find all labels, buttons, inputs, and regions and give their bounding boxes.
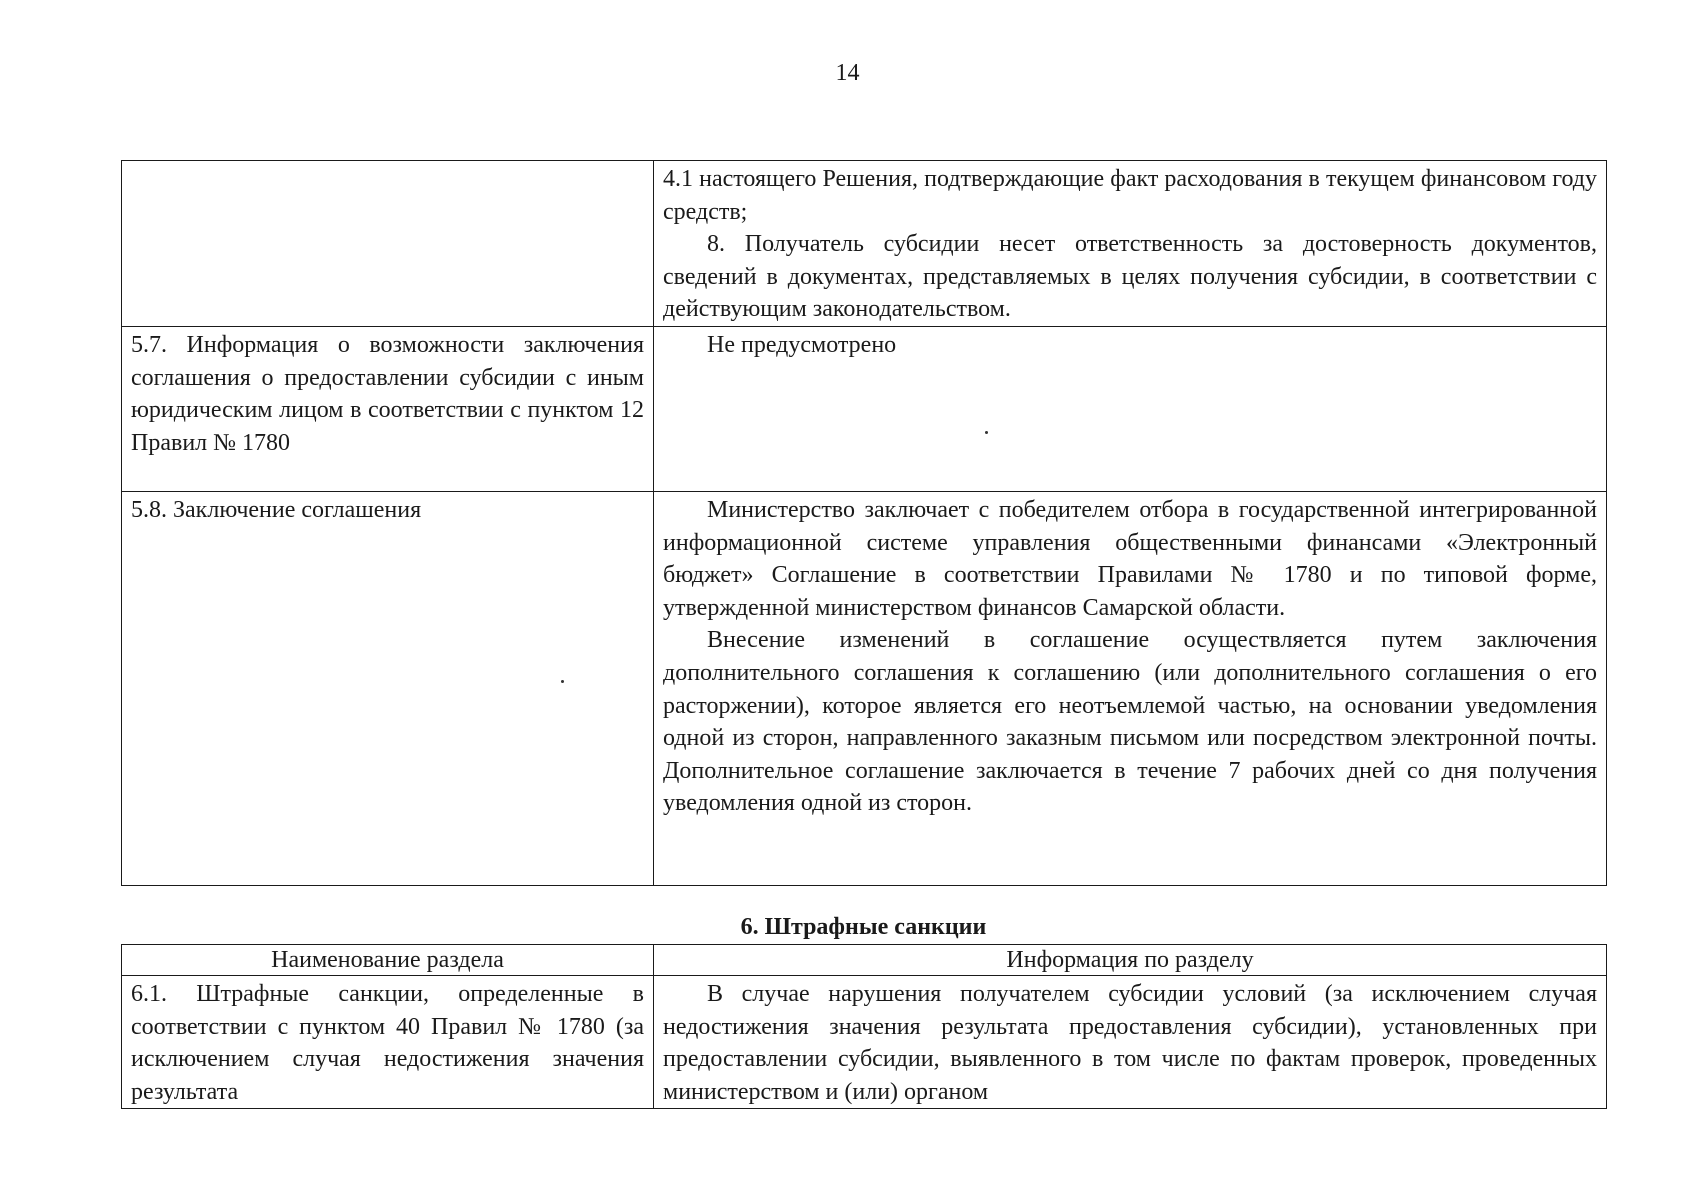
section-info-cell	[654, 976, 1607, 1109]
section-info-cell	[654, 326, 1607, 491]
section-name-cell: 5.7. Информация о возможности заключения соглашения о предоставлении субсидии с иным юридическим лицом в соответствии с пунктом 12 Правил № 1780	[122, 326, 654, 491]
paragraph: Внесение изменений в соглашение осуществляется путем заключения дополнительного соглашения к соглашению (или дополнительного соглашения о его расторжении), которое является его неотъемлемой частью, на основании уведомления одной из сторон, направленного заказным письмом или посредством электронной почты. Дополнительное соглашение заключается в течение 7 рабочих дней со дня получения уведомления одной из сторон.	[663, 627, 1597, 817]
page-number: 14	[835, 60, 860, 86]
table-row	[122, 976, 1607, 1109]
paragraph: В случае нарушения получателем субсидии условий (за исключением случая недостижения значения результата предоставления субсидии), установленных при предоставлении субсидии, выявленного в том числе по фактам проверок, проведенных министерством и (или) органом	[663, 981, 1597, 1105]
section-name-cell: 6.1. Штрафные санкции, определенные в соответствии с пунктом 40 Правил № 1780 (за исключением случая недостижения значения результата	[122, 976, 654, 1109]
paragraph: Министерство заключает с победителем отбора в государственной интегрированной информационной системе управления общественными финансами «Электронный бюджет» Соглашение в соответствии Правилами № 1780 и по типовой форме, утвержденной министерством финансов Самарской области.	[663, 496, 1597, 621]
paragraph: 4.1 настоящего Решения, подтверждающие факт расходования в текущем финансовом году средств;	[663, 166, 1597, 225]
section-name-cell: 5.8. Заключение соглашения	[122, 491, 654, 885]
table-header-row	[122, 945, 1607, 976]
column-header-right: Информация по разделу	[654, 945, 1607, 976]
requirements-table	[121, 160, 1607, 886]
table-row	[122, 161, 1607, 327]
section-info-cell	[654, 491, 1607, 885]
table-row	[122, 326, 1607, 491]
section-info-cell	[654, 161, 1607, 327]
section-name-cell	[122, 161, 654, 327]
section-title: 6. Штрафные санкции	[740, 914, 987, 940]
scan-speck	[561, 680, 564, 683]
scan-speck	[985, 431, 988, 434]
paragraph: Не предусмотрено	[707, 331, 897, 358]
table-row	[122, 491, 1607, 885]
penalties-table	[121, 944, 1607, 1109]
paragraph: 8. Получатель субсидии несет ответственность за достоверность документов, сведений в документах, представляемых в целях получения субсидии, в соответствии с действующим законодательством.	[663, 231, 1597, 323]
column-header-left: Наименование раздела	[122, 945, 654, 976]
